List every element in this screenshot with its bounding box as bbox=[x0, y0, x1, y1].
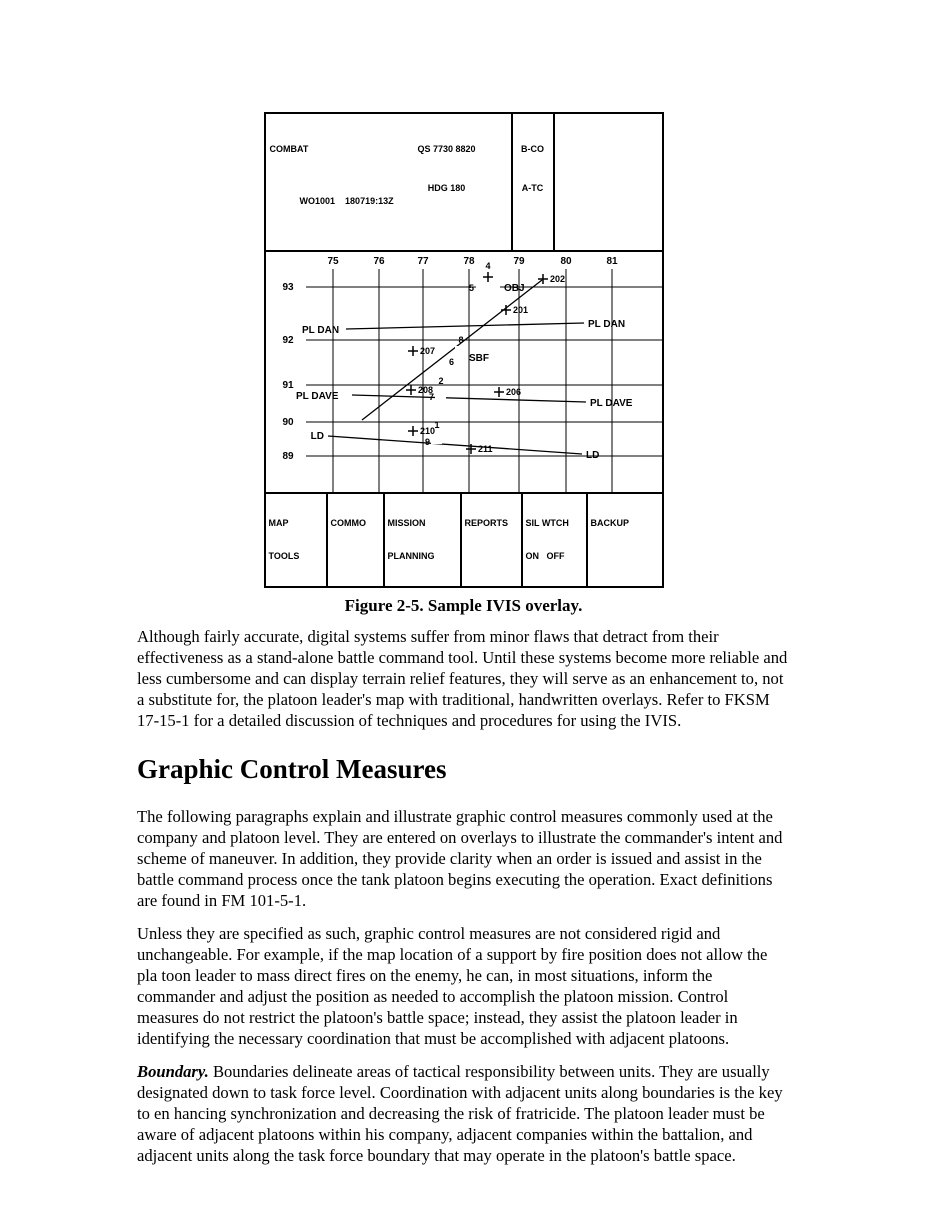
menu-mission-planning: MISSION PLANNING bbox=[383, 494, 460, 586]
axis-line bbox=[362, 280, 542, 420]
menu-commo: COMMO bbox=[326, 494, 383, 586]
grid-label-x: 79 bbox=[512, 256, 525, 267]
body-text bbox=[137, 626, 790, 1166]
unit-symbol-sbf bbox=[455, 346, 466, 360]
ivis-header-spacer bbox=[553, 114, 662, 250]
paragraph-ivis-flaws: Although fairly accurate, digital systems suffer from minor flaws that detract from their effectiveness as a stand-alone battle command tool. Until these systems become more reliable and less cumbersome and can display terrain relief features, they will serve as an enhancement to, not a substitute for, the platoon leader's map with traditional, handwritten overlays. Refer to FKSM 17-15-1 for a detailed discussion of techniques and procedures for using the IVIS. bbox=[137, 627, 788, 730]
paragraph-gcm-flexibility: Unless they are specified as such, graphic control measures are not considered rigid and unchangeable. For example, if the map location of a support by fire position does not allow the pla toon leader to mass direct fires on the enemy, he can, in most situations, inform the commander and adjust the position as needed to accomplish the platoon mission. Control measures do not restrict the platoon's battle space; instead, they assist the platoon leader in identifying the necessary coordination that must be accomplished with adjacent platoons. bbox=[137, 924, 768, 1048]
ivis-timestamp: 180719:13Z bbox=[345, 196, 394, 206]
menu-map-tools: MAP TOOLS bbox=[268, 518, 300, 561]
sbf-label: SBF bbox=[468, 353, 489, 364]
marker-206: 206 bbox=[505, 387, 521, 397]
grid-label-x: 76 bbox=[372, 256, 385, 267]
ivis-grid-ref: QS 7730 8820 bbox=[417, 144, 476, 154]
ld-left-label: LD bbox=[310, 431, 324, 442]
ivis-menu-bar bbox=[266, 492, 662, 586]
unit-number-4: 4 bbox=[484, 261, 491, 271]
ivis-unit-id: WO1001 bbox=[299, 196, 336, 206]
menu-backup: BACKUP bbox=[586, 494, 662, 586]
ivis-unit-top: B-CO bbox=[521, 144, 544, 154]
grid-label-x: 78 bbox=[462, 256, 475, 267]
ivis-heading-readout: HDG 180 bbox=[427, 183, 466, 193]
grid-label-y: 89 bbox=[281, 451, 294, 462]
unit-number-6: 6 bbox=[448, 357, 454, 367]
pl-dave-right-label: PL DAVE bbox=[589, 398, 632, 409]
map-grid-horizontal bbox=[306, 287, 662, 456]
ivis-display bbox=[264, 112, 664, 588]
boundary-definition: Boundaries delineate areas of tactical responsibility between units. They are usually designated down to task force level. Coordination with adjacent units along boundaries is the key to en hancing synchronization and decreasing the risk of fratricide. The platoon leader must be aware of adjacent platoons within his company, adjacent companies within the battalion, and adjacent units along the task force boundary that may operate in the platoon's battle space. bbox=[137, 1062, 783, 1165]
unit-number-7: 7 bbox=[428, 392, 434, 402]
paragraph-gcm-intro: The following paragraphs explain and illustrate graphic control measures commonly used at the company and platoon level. They are entered on overlays to illustrate the commander's intent and scheme of maneuver. In addition, they provide clarity when an order is issued and assist in the battle command process once the tank platoon begins executing the operation. Exact definitions are found in FM 101-5-1. bbox=[137, 807, 783, 910]
section-heading: Graphic Control Measures bbox=[137, 754, 447, 784]
grid-label-y: 92 bbox=[281, 335, 294, 346]
grid-label-x: 77 bbox=[416, 256, 429, 267]
unit-symbol-obj bbox=[483, 281, 492, 294]
ivis-position-cell bbox=[383, 114, 511, 250]
unit-number-8: 8 bbox=[457, 335, 464, 345]
grid-label-y: 90 bbox=[281, 417, 294, 428]
map-grid-vertical bbox=[333, 269, 612, 492]
ivis-mode-label: COMBAT bbox=[269, 144, 309, 154]
menu-reports: REPORTS bbox=[460, 494, 521, 586]
menu-sil-wtch: SIL WTCH ON OFF bbox=[521, 494, 586, 586]
marker-207: 207 bbox=[419, 346, 435, 356]
paragraph-boundary bbox=[137, 1061, 790, 1166]
pl-dan-left-label: PL DAN bbox=[301, 325, 339, 336]
ivis-unit-bottom: A-TC bbox=[521, 183, 544, 193]
pl-dan-line bbox=[346, 323, 584, 329]
grid-label-y: 91 bbox=[281, 380, 294, 391]
unit-number-2: 2 bbox=[437, 376, 444, 386]
marker-208: 208 bbox=[417, 385, 433, 395]
ivis-status-cell bbox=[266, 114, 394, 250]
ivis-map bbox=[266, 252, 662, 492]
grid-label-x: 80 bbox=[559, 256, 572, 267]
figure-caption: Figure 2-5. Sample IVIS overlay. bbox=[344, 596, 583, 615]
marker-202: 202 bbox=[549, 274, 565, 284]
unit-number-5: 5 bbox=[468, 283, 474, 293]
grid-label-x: 81 bbox=[605, 256, 618, 267]
ivis-figure bbox=[264, 112, 664, 588]
marker-201: 201 bbox=[512, 305, 528, 315]
ld-line bbox=[328, 436, 582, 454]
boundary-term: Boundary. bbox=[137, 1062, 209, 1081]
pl-dan-right-label: PL DAN bbox=[587, 319, 625, 330]
marker-211: 211 bbox=[477, 444, 493, 454]
ivis-header-bar bbox=[266, 114, 662, 252]
grid-label-x: 75 bbox=[326, 256, 339, 267]
grid-label-y: 93 bbox=[281, 282, 294, 293]
pl-dave-left-label: PL DAVE bbox=[295, 391, 338, 402]
unit-number-1: 1 bbox=[433, 420, 440, 430]
unit-number-9: 9 bbox=[424, 437, 430, 447]
ivis-unit-cell bbox=[511, 114, 553, 250]
objective-label: OBJ bbox=[503, 283, 525, 294]
ld-right-label: LD bbox=[585, 450, 599, 461]
unit-symbol-dave bbox=[435, 389, 446, 403]
marker-210: 210 bbox=[419, 426, 435, 436]
